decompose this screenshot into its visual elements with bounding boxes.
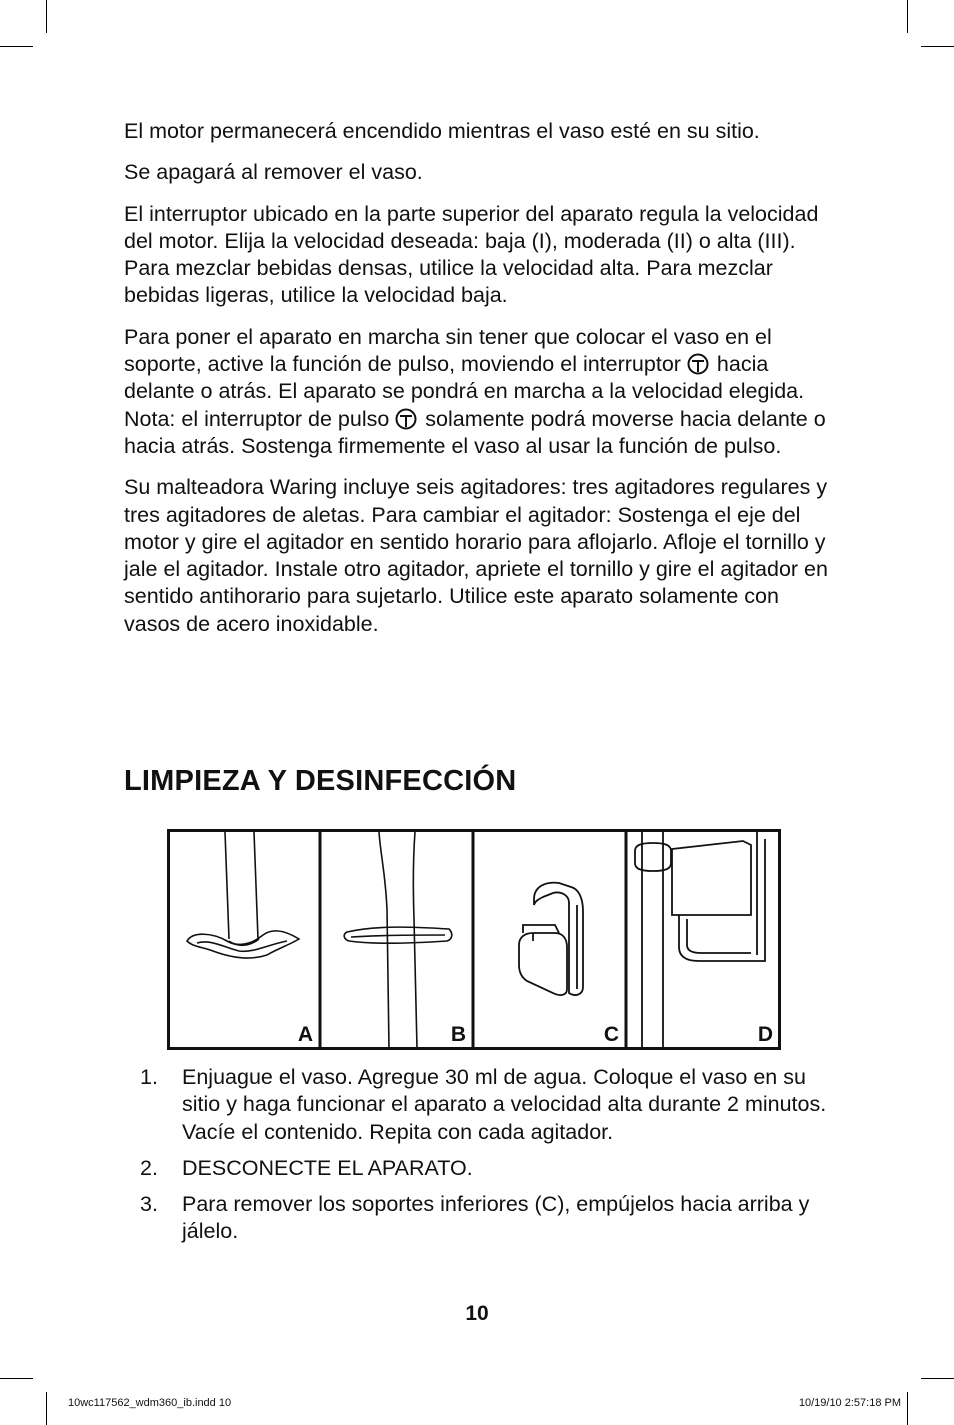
- body-text: [124, 118, 834, 652]
- paragraph: El interruptor ubicado en la parte superior del aparato regula la velocidad del motor. Elija la velocidad deseada: baja (I), moderada (II) o alta (III). Para mezclar bebidas densas, utilice la velocidad alta. Para mezclar bebidas ligeras, utilice la velocidad baja.: [124, 201, 819, 308]
- step-text: Enjuague el vaso. Agregue 30 ml de agua. Coloque el vaso en su sitio y haga funcionar el aparato a velocidad alta durante 2 minutos. Vacíe el contenido. Repita con cada agitador.: [182, 1065, 827, 1144]
- crop-mark: [907, 0, 908, 33]
- step-text: Para remover los soportes inferiores (C), empújelos hacia arriba y jálelo.: [182, 1192, 810, 1244]
- panel-label-a: A: [297, 1023, 313, 1046]
- list-item: [140, 1155, 830, 1182]
- step-number: 3.: [140, 1192, 158, 1217]
- paragraph-part: solamente podrá moverse hacia delante o hacia atrás. Sostenga firmemente el vaso al usar la función de pulso.: [124, 406, 826, 458]
- crop-mark: [0, 46, 33, 47]
- paragraph-pulse: [124, 324, 834, 460]
- panel-label-b: B: [450, 1023, 466, 1046]
- paragraph-part: hacia delante o atrás. El aparato se pondrá en marcha a la velocidad elegida. Nota: el interruptor de pulso: [124, 352, 805, 431]
- pulse-switch-icon: [395, 408, 417, 430]
- step-text: DESCONECTE EL APARATO.: [182, 1155, 473, 1180]
- list-item: [140, 1191, 830, 1246]
- agitator-figure: [167, 829, 781, 1050]
- footer-file: 10wc117562_wdm360_ib.indd 10: [68, 1397, 232, 1409]
- crop-mark: [921, 46, 954, 47]
- paragraph-part: Para poner el aparato en marcha sin tener que colocar el vaso en el soporte, active la función de pulso, moviendo el interruptor: [124, 324, 772, 377]
- crop-mark: [907, 1392, 908, 1425]
- step-number: 2.: [140, 1155, 158, 1180]
- footer-timestamp: 10/19/10 2:57:18 PM: [798, 1397, 901, 1409]
- crop-mark: [46, 1392, 47, 1425]
- cleaning-steps: [140, 1064, 830, 1255]
- crop-mark: [46, 0, 47, 33]
- crop-mark: [0, 1378, 33, 1379]
- panel-label-c: C: [603, 1023, 619, 1046]
- paragraph: Su malteadora Waring incluye seis agitadores: tres agitadores regulares y tres agitadores de aletas. Para cambiar el agitador: Sostenga el eje del motor y gire el agitador en sentido horario para aflojarlo. Afloje el tornillo y jale el agitador. Instale otro agitador, apriete el tornillo y gire el agitador en sentido antihorario para sujetarlo. Utilice este aparato solamente con vasos de acero inoxidable.: [124, 475, 828, 636]
- crop-mark: [921, 1378, 954, 1379]
- pulse-switch-icon: [687, 353, 709, 375]
- list-item: [140, 1064, 830, 1146]
- page-number: 10: [465, 1302, 489, 1325]
- step-number: 1.: [140, 1065, 158, 1089]
- panel-label-d: D: [757, 1023, 773, 1046]
- paragraph: Se apagará al remover el vaso.: [124, 160, 423, 185]
- paragraph: El motor permanecerá encendido mientras el vaso esté en su sitio.: [124, 119, 760, 143]
- section-title: LIMPIEZA Y DESINFECCIÓN: [124, 765, 517, 797]
